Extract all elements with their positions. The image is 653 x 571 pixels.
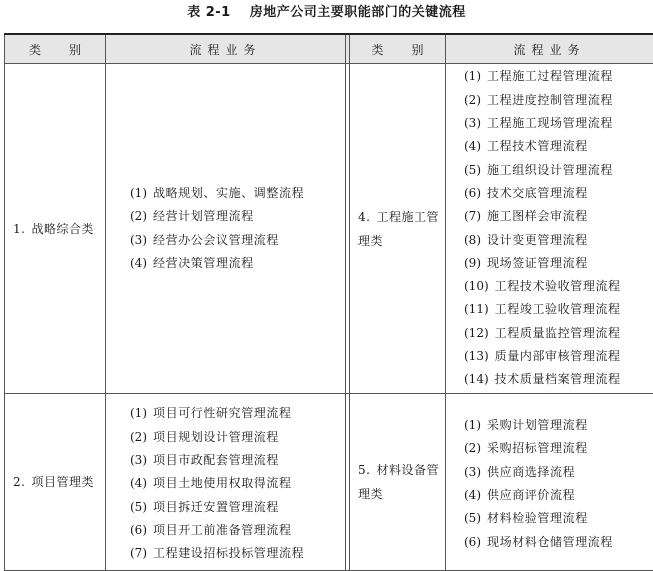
- flow-item-text: 经营办公会议管理流程: [153, 233, 279, 247]
- flow-item-number: (4): [464, 484, 481, 507]
- flow-item-text: 项目可行性研究管理流程: [153, 406, 292, 420]
- flow-item: [464, 205, 653, 228]
- flow-item: [464, 484, 653, 507]
- flow-item-number: (2): [464, 437, 481, 460]
- flow-item-text: 工程施工现场管理流程: [487, 116, 613, 130]
- flow-list: [130, 182, 345, 275]
- category-cell: 4. 工程施工管理类: [350, 64, 446, 394]
- flow-item-text: 战略规划、实施、调整流程: [153, 186, 304, 200]
- category-label: 工程施工管理类: [358, 210, 439, 248]
- flow-item-number: (11): [464, 298, 489, 321]
- flow-item-text: 项目规划设计管理流程: [153, 430, 279, 444]
- flow-item-number: (6): [130, 519, 147, 542]
- flow-item-text: 采购计划管理流程: [487, 418, 588, 432]
- flow-item-number: (4): [130, 252, 147, 275]
- flow-item-number: (1): [130, 402, 147, 425]
- flow-item-text: 项目开工前准备管理流程: [153, 523, 292, 537]
- header-flow-left: 流程业务: [106, 34, 346, 64]
- flow-item-number: (1): [464, 414, 481, 437]
- flow-item: [130, 542, 345, 565]
- flow-list: [130, 402, 345, 565]
- flow-item-text: 设计变更管理流程: [487, 233, 588, 247]
- flow-item: [464, 345, 653, 368]
- flow-item: [130, 205, 345, 228]
- flow-item: [464, 298, 653, 321]
- flow-item-text: 采购招标管理流程: [487, 441, 588, 455]
- flow-item: [464, 414, 653, 437]
- table-caption: [0, 5, 653, 21]
- flow-item-number: (2): [130, 426, 147, 449]
- flow-item-text: 技术交底管理流程: [487, 186, 588, 200]
- process-table: [4, 33, 653, 571]
- flow-item-text: 工程技术验收管理流程: [495, 279, 621, 293]
- flow-item-text: 质量内部审核管理流程: [495, 349, 621, 363]
- flow-item-number: (7): [464, 205, 481, 228]
- category-cell: 1. 战略综合类: [5, 64, 106, 394]
- flow-item: [464, 531, 653, 554]
- flow-item-text: 现场签证管理流程: [487, 256, 588, 270]
- flow-item: [464, 507, 653, 530]
- flow-item-text: 现场材料仓储管理流程: [487, 535, 613, 549]
- flow-item-text: 供应商评价流程: [487, 488, 575, 502]
- flow-item: [464, 229, 653, 252]
- flow-item-number: (6): [464, 531, 481, 554]
- flow-list-cell: [446, 64, 653, 394]
- flow-item-number: (7): [130, 542, 147, 565]
- flow-list: [464, 65, 653, 391]
- flow-item: [130, 229, 345, 252]
- flow-item: [464, 159, 653, 182]
- flow-item-text: 工程质量监控管理流程: [495, 326, 621, 340]
- flow-list-cell: [106, 64, 346, 394]
- flow-list-cell: [446, 394, 653, 571]
- flow-item-number: (5): [464, 159, 481, 182]
- header-category-right: 类 别: [350, 34, 446, 64]
- flow-item: [130, 402, 345, 425]
- flow-item: [464, 135, 653, 158]
- flow-list: [464, 414, 653, 554]
- flow-item-text: 供应商选择流程: [487, 465, 575, 479]
- flow-item-text: 施工图样会审流程: [487, 209, 588, 223]
- category-label: 项目管理类: [31, 475, 94, 489]
- flow-item-text: 工程技术管理流程: [487, 139, 588, 153]
- flow-item-number: (6): [464, 182, 481, 205]
- flow-item: [464, 252, 653, 275]
- flow-item-text: 工程竣工验收管理流程: [495, 302, 621, 316]
- category-cell: 2. 项目管理类: [5, 394, 106, 571]
- flow-item: [130, 252, 345, 275]
- flow-item: [464, 89, 653, 112]
- flow-item-number: (4): [130, 472, 147, 495]
- flow-item-number: (10): [464, 275, 489, 298]
- table-number: 表 2-1: [187, 5, 231, 20]
- flow-item-number: (14): [464, 368, 489, 391]
- header-flow-right: 流程业务: [446, 34, 653, 64]
- flow-item: [464, 368, 653, 391]
- flow-item: [464, 182, 653, 205]
- flow-item: [464, 65, 653, 88]
- table-row: [5, 394, 653, 571]
- flow-item-number: (13): [464, 345, 489, 368]
- category-label: 材料设备管理类: [358, 463, 439, 501]
- flow-item: [130, 182, 345, 205]
- flow-item: [130, 496, 345, 519]
- flow-item-text: 项目土地使用权取得流程: [153, 476, 292, 490]
- flow-item-number: (3): [130, 229, 147, 252]
- table-row: [5, 64, 653, 394]
- flow-item: [130, 472, 345, 495]
- flow-item-text: 技术质量档案管理流程: [495, 372, 621, 386]
- flow-item: [130, 519, 345, 542]
- flow-item: [464, 461, 653, 484]
- flow-item-text: 施工组织设计管理流程: [487, 163, 613, 177]
- flow-item-text: 工程施工过程管理流程: [487, 69, 613, 83]
- header-row: [5, 34, 653, 64]
- flow-item: [130, 426, 345, 449]
- table-title: 房地产公司主要职能部门的关键流程: [250, 5, 466, 20]
- flow-item-text: 项目市政配套管理流程: [153, 453, 279, 467]
- flow-item: [130, 449, 345, 472]
- flow-item-text: 工程建设招标投标管理流程: [153, 546, 304, 560]
- flow-item-text: 工程进度控制管理流程: [487, 93, 613, 107]
- flow-item: [464, 112, 653, 135]
- flow-item-text: 项目拆迁安置管理流程: [153, 500, 279, 514]
- flow-item-number: (8): [464, 229, 481, 252]
- flow-item-number: (3): [464, 112, 481, 135]
- flow-item-text: 材料检验管理流程: [487, 511, 588, 525]
- flow-item-number: (4): [464, 135, 481, 158]
- flow-item: [464, 322, 653, 345]
- flow-item-number: (9): [464, 252, 481, 275]
- flow-item-number: (1): [130, 182, 147, 205]
- flow-item-number: (5): [130, 496, 147, 519]
- header-category-left: 类 别: [5, 34, 106, 64]
- flow-item-number: (1): [464, 65, 481, 88]
- flow-item-number: (12): [464, 322, 489, 345]
- flow-item: [464, 275, 653, 298]
- flow-list-cell: [106, 394, 346, 571]
- category-cell: 5. 材料设备管理类: [350, 394, 446, 571]
- flow-item-number: (3): [130, 449, 147, 472]
- flow-item-number: (2): [130, 205, 147, 228]
- flow-item-number: (5): [464, 507, 481, 530]
- flow-item-text: 经营决策管理流程: [153, 256, 254, 270]
- category-label: 战略综合类: [31, 222, 94, 236]
- flow-item: [464, 437, 653, 460]
- flow-item-number: (3): [464, 461, 481, 484]
- flow-item-text: 经营计划管理流程: [153, 209, 254, 223]
- flow-item-number: (2): [464, 89, 481, 112]
